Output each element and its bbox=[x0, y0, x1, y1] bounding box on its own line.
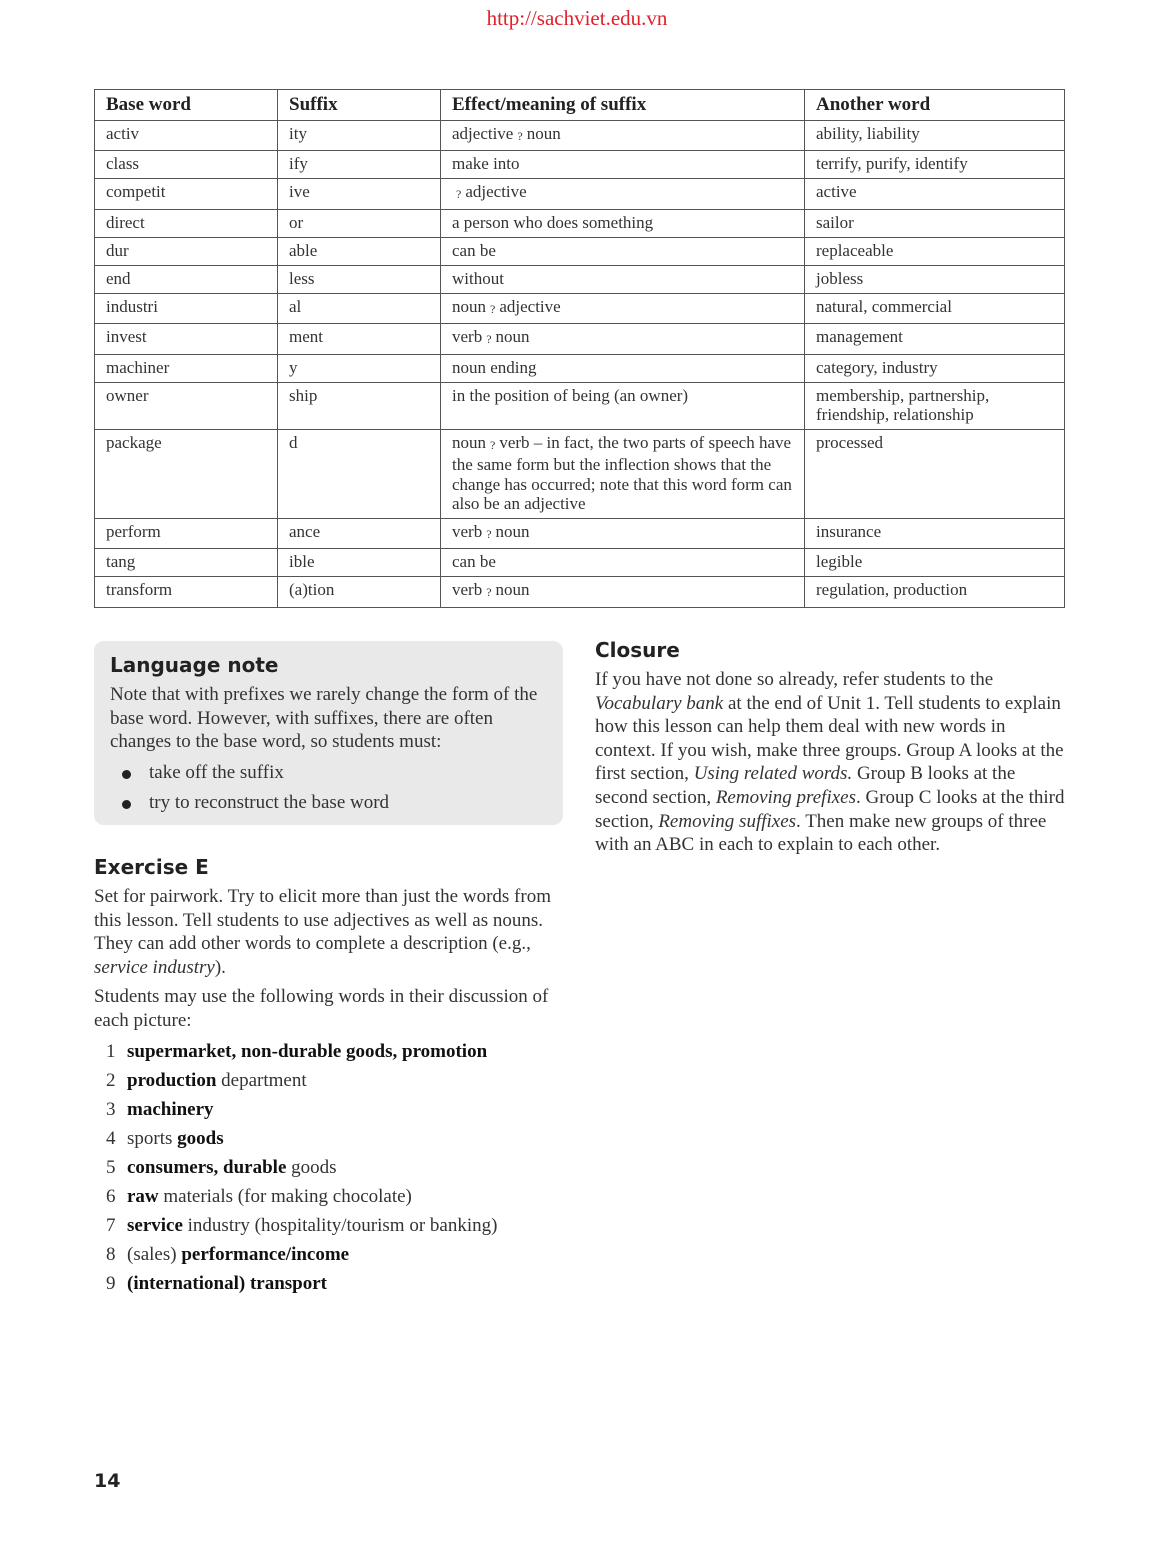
exercise-e-paragraph bbox=[94, 885, 564, 979]
emphasis-text: Using related words. bbox=[693, 763, 853, 785]
cell-effect bbox=[441, 293, 805, 324]
item-number: 4 bbox=[106, 1128, 116, 1149]
cell-another-word: natural, commercial bbox=[805, 293, 1065, 324]
bullet-text: try to reconstruct the base word bbox=[149, 791, 390, 813]
item-bold-text: machinery bbox=[127, 1099, 214, 1120]
item-bold-text: consumers, durable bbox=[127, 1157, 287, 1178]
table-row bbox=[95, 209, 1065, 237]
exercise-e-title: Exercise E bbox=[94, 855, 209, 879]
header-url-link[interactable]: http://sachviet.edu.vn bbox=[486, 6, 668, 30]
effect-to: noun bbox=[526, 123, 561, 143]
cell-effect bbox=[441, 324, 805, 355]
cell-base-word: tang bbox=[95, 549, 278, 577]
arrow-glyph: ? bbox=[486, 526, 492, 541]
cell-suffix: ible bbox=[278, 549, 441, 577]
effect-from: noun bbox=[452, 296, 486, 316]
table-row bbox=[95, 237, 1065, 265]
text-run: Set for pairwork. Try to elicit more than just the words from this lesson. Tell students to use adjectives as well as nouns. They can add other words to complete a description (e.g., bbox=[94, 886, 551, 954]
cell-base-word: perform bbox=[95, 518, 278, 549]
cell-effect bbox=[441, 577, 805, 608]
item-bold-text: production bbox=[127, 1070, 217, 1091]
cell-another-word: processed bbox=[805, 429, 1065, 518]
suffix-table bbox=[94, 89, 1065, 608]
table-row bbox=[95, 179, 1065, 210]
cell-suffix: ship bbox=[278, 382, 441, 429]
effect-from: adjective bbox=[452, 123, 514, 143]
cell-another-word: ability, liability bbox=[805, 120, 1065, 151]
bullet-text: take off the suffix bbox=[149, 761, 284, 783]
item-number: 5 bbox=[106, 1157, 116, 1178]
cell-base-word: direct bbox=[95, 209, 278, 237]
item-text: materials (for making chocolate) bbox=[158, 1186, 412, 1207]
cell-another-word: insurance bbox=[805, 518, 1065, 549]
effect-from: verb bbox=[452, 580, 483, 599]
text-run: ). bbox=[214, 956, 226, 978]
cell-effect: in the position of being (an owner) bbox=[441, 382, 805, 429]
column-header: Base word bbox=[95, 90, 278, 121]
text-run: at the end of Unit 1. Tell students to explain how this lesson can help them deal with new words in context. If you wish, make three groups. Group A looks at the first section, bbox=[595, 692, 1064, 785]
item-bold-text: raw bbox=[127, 1186, 159, 1207]
cell-base-word: invest bbox=[95, 324, 278, 355]
cell-suffix: ify bbox=[278, 151, 441, 179]
arrow-glyph: ? bbox=[490, 437, 496, 452]
cell-suffix: less bbox=[278, 265, 441, 293]
effect-to: noun bbox=[495, 327, 530, 346]
item-bold-text: performance/income bbox=[181, 1244, 350, 1265]
cell-another-word: category, industry bbox=[805, 354, 1065, 382]
cell-effect: a person who does something bbox=[441, 209, 805, 237]
item-number: 9 bbox=[106, 1273, 116, 1294]
cell-base-word: competit bbox=[95, 179, 278, 210]
cell-effect bbox=[441, 120, 805, 151]
item-number: 6 bbox=[106, 1186, 116, 1207]
cell-another-word: active bbox=[805, 179, 1065, 210]
cell-base-word: class bbox=[95, 151, 278, 179]
cell-effect: can be bbox=[441, 237, 805, 265]
cell-suffix: able bbox=[278, 237, 441, 265]
table-row bbox=[95, 382, 1065, 429]
exercise-e-paragraph: Students may use the following words in their discussion of each picture: bbox=[94, 986, 549, 1031]
cell-another-word: management bbox=[805, 324, 1065, 355]
arrow-glyph: ? bbox=[486, 585, 492, 599]
effect-from: verb bbox=[452, 327, 483, 346]
closure-section bbox=[595, 638, 1065, 857]
item-bold-text: supermarket, non-durable goods, promotion bbox=[127, 1041, 488, 1062]
item-text: industry (hospitality/tourism or banking) bbox=[182, 1215, 498, 1236]
cell-another-word: sailor bbox=[805, 209, 1065, 237]
column-header: Another word bbox=[805, 90, 1065, 121]
item-bold-text: goods bbox=[177, 1128, 224, 1149]
language-note-title: Language note bbox=[110, 653, 279, 677]
effect-to: noun bbox=[495, 580, 530, 599]
column-header: Suffix bbox=[278, 90, 441, 121]
cell-base-word: end bbox=[95, 265, 278, 293]
text-run: Group B looks at the second section, bbox=[595, 763, 1016, 808]
list-item bbox=[94, 1269, 564, 1298]
cell-effect: can be bbox=[441, 549, 805, 577]
emphasis-text: service industry bbox=[94, 956, 215, 978]
exercise-e-word-list bbox=[94, 1037, 564, 1298]
text-run: . Group C looks at the third section, bbox=[595, 786, 1065, 832]
language-note-list bbox=[110, 758, 547, 818]
table-row bbox=[95, 265, 1065, 293]
column-header: Effect/meaning of suffix bbox=[441, 90, 805, 121]
closure-title: Closure bbox=[595, 638, 680, 662]
effect-to: noun bbox=[495, 521, 530, 541]
cell-suffix: ive bbox=[278, 179, 441, 210]
list-item bbox=[94, 1240, 564, 1269]
effect-to: adjective bbox=[499, 296, 561, 316]
cell-effect: make into bbox=[441, 151, 805, 179]
cell-suffix: or bbox=[278, 209, 441, 237]
list-item bbox=[94, 1095, 564, 1124]
language-note-box bbox=[94, 641, 563, 825]
cell-base-word: activ bbox=[95, 120, 278, 151]
effect-from: verb bbox=[452, 521, 483, 541]
table-row bbox=[95, 151, 1065, 179]
item-text: department bbox=[216, 1070, 307, 1091]
table-row bbox=[95, 549, 1065, 577]
cell-suffix: al bbox=[278, 293, 441, 324]
item-bold-text: service bbox=[127, 1215, 183, 1236]
cell-suffix: ity bbox=[278, 120, 441, 151]
cell-another-word: legible bbox=[805, 549, 1065, 577]
emphasis-text: Vocabulary bank bbox=[595, 692, 724, 714]
table-row bbox=[95, 324, 1065, 355]
cell-effect bbox=[441, 518, 805, 549]
cell-base-word: package bbox=[95, 429, 278, 518]
arrow-glyph: ? bbox=[517, 128, 523, 143]
cell-base-word: owner bbox=[95, 382, 278, 429]
item-number: 2 bbox=[106, 1070, 116, 1091]
arrow-glyph: ? bbox=[490, 301, 496, 316]
cell-effect: without bbox=[441, 265, 805, 293]
cell-suffix: y bbox=[278, 354, 441, 382]
effect-to: adjective bbox=[465, 182, 527, 201]
emphasis-text: Removing prefixes bbox=[715, 786, 856, 808]
emphasis-text: Removing suffixes bbox=[658, 810, 797, 832]
item-number: 1 bbox=[106, 1041, 116, 1062]
bullet-icon bbox=[122, 770, 131, 779]
cell-effect bbox=[441, 179, 805, 210]
page-number: 14 bbox=[94, 1470, 121, 1492]
cell-another-word: terrify, purify, identify bbox=[805, 151, 1065, 179]
item-number: 7 bbox=[106, 1215, 116, 1236]
cell-suffix: ment bbox=[278, 324, 441, 355]
arrow-glyph: ? bbox=[456, 187, 462, 201]
cell-suffix: (a)tion bbox=[278, 577, 441, 608]
list-item bbox=[94, 1182, 564, 1211]
table-row bbox=[95, 577, 1065, 608]
cell-another-word: replaceable bbox=[805, 237, 1065, 265]
effect-to: verb – in fact, the two parts of speech have the same form but the inflection shows that the change has occurred; note that this word form can also be an adjective bbox=[452, 432, 792, 513]
table-row bbox=[95, 293, 1065, 324]
cell-base-word: transform bbox=[95, 577, 278, 608]
item-text: (sales) bbox=[127, 1244, 182, 1265]
cell-suffix: ance bbox=[278, 518, 441, 549]
language-note-body: Note that with prefixes we rarely change the form of the base word. However, with suffixes, there are often changes to the base word, so students must: bbox=[110, 684, 538, 752]
item-bold-text: (international) transport bbox=[127, 1273, 328, 1294]
cell-base-word: industri bbox=[95, 293, 278, 324]
table-header-row bbox=[95, 90, 1065, 121]
closure-paragraph bbox=[595, 668, 1065, 857]
bullet-icon bbox=[122, 800, 131, 809]
cell-effect: noun ending bbox=[441, 354, 805, 382]
table-row bbox=[95, 120, 1065, 151]
cell-base-word: machiner bbox=[95, 354, 278, 382]
cell-another-word: membership, partnership, friendship, relationship bbox=[805, 382, 1065, 429]
text-run: If you have not done so already, refer students to the bbox=[595, 669, 994, 690]
table-row bbox=[95, 429, 1065, 518]
cell-suffix: d bbox=[278, 429, 441, 518]
list-item bbox=[94, 1153, 564, 1182]
list-item bbox=[94, 1124, 564, 1153]
cell-base-word: dur bbox=[95, 237, 278, 265]
item-text: goods bbox=[286, 1157, 337, 1178]
arrow-glyph: ? bbox=[486, 332, 492, 346]
cell-another-word: regulation, production bbox=[805, 577, 1065, 608]
list-item bbox=[110, 788, 547, 818]
list-item bbox=[94, 1211, 564, 1240]
item-number: 3 bbox=[106, 1099, 116, 1120]
effect-from: noun bbox=[452, 432, 486, 452]
table-row bbox=[95, 354, 1065, 382]
cell-effect bbox=[441, 429, 805, 518]
item-text: sports bbox=[127, 1128, 178, 1149]
text-run: . Then make new groups of three with an ABC in each to explain to each other. bbox=[595, 810, 1047, 856]
cell-another-word: jobless bbox=[805, 265, 1065, 293]
list-item bbox=[94, 1066, 564, 1095]
list-item bbox=[110, 758, 547, 788]
item-number: 8 bbox=[106, 1244, 116, 1265]
list-item bbox=[94, 1037, 564, 1066]
table-row bbox=[95, 518, 1065, 549]
exercise-e-section bbox=[94, 855, 564, 1298]
